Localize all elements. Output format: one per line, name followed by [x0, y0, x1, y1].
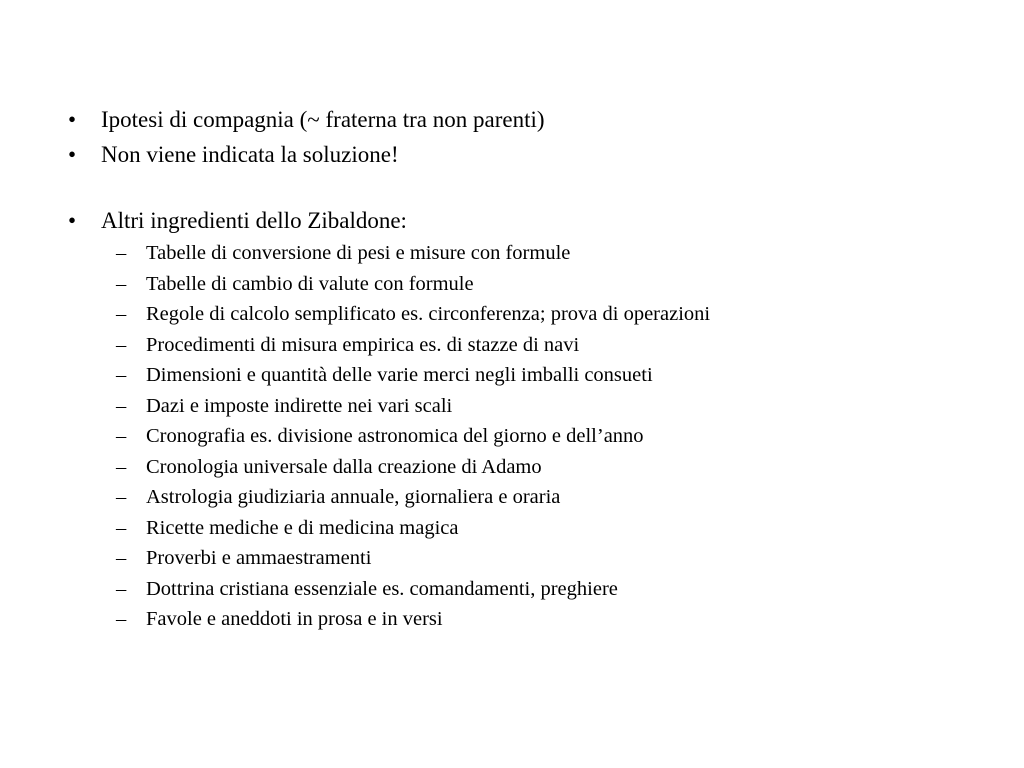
dash-marker: –: [116, 242, 127, 264]
sub-item-text: Astrologia giudiziaria annuale, giornaliera e oraria: [146, 486, 561, 508]
sub-item-text: Procedimenti di misura empirica es. di stazze di navi: [146, 333, 580, 356]
dash-marker: –: [116, 455, 127, 478]
sub-item-text: Tabelle di cambio di valute con formule: [146, 272, 474, 295]
sub-item-text: Cronografia es. divisione astronomica del giorno e dell’anno: [146, 425, 644, 447]
dash-marker: –: [116, 364, 127, 386]
sub-item-text: Regole di calcolo semplificato es. circonferenza; prova di operazioni: [146, 303, 711, 325]
bullet-text: Non viene indicata la soluzione!: [101, 142, 399, 167]
sub-item-text: Dimensioni e quantità delle varie merci negli imballi consueti: [146, 364, 653, 386]
dash-marker: –: [116, 516, 127, 539]
sub-item-text: Tabelle di conversione di pesi e misure con formule: [146, 242, 571, 264]
dash-marker: –: [116, 577, 127, 600]
dash-marker: –: [116, 608, 127, 630]
dash-marker: –: [116, 272, 127, 295]
bullet-marker: •: [68, 208, 77, 233]
sub-item-text: Dottrina cristiana essenziale es. comandamenti, preghiere: [146, 577, 618, 600]
dash-marker: –: [116, 303, 127, 325]
bullet-marker: •: [68, 142, 77, 167]
sub-item-text: Favole e aneddoti in prosa e in versi: [146, 608, 443, 630]
bullet-marker: •: [68, 107, 77, 132]
bullet-text: Ipotesi di compagnia (~ fraterna tra non parenti): [101, 107, 545, 132]
sub-item-text: Ricette mediche e di medicina magica: [146, 516, 459, 539]
dash-marker: –: [116, 425, 127, 447]
sub-item-text: Dazi e imposte indirette nei vari scali: [146, 394, 453, 417]
dash-marker: –: [116, 394, 127, 417]
dash-marker: –: [116, 547, 127, 569]
dash-marker: –: [116, 333, 127, 356]
dash-marker: –: [116, 486, 127, 508]
sub-item-text: Cronologia universale dalla creazione di Adamo: [146, 455, 542, 478]
bullet-text: Altri ingredienti dello Zibaldone:: [101, 208, 407, 233]
sub-item-text: Proverbi e ammaestramenti: [146, 547, 372, 569]
